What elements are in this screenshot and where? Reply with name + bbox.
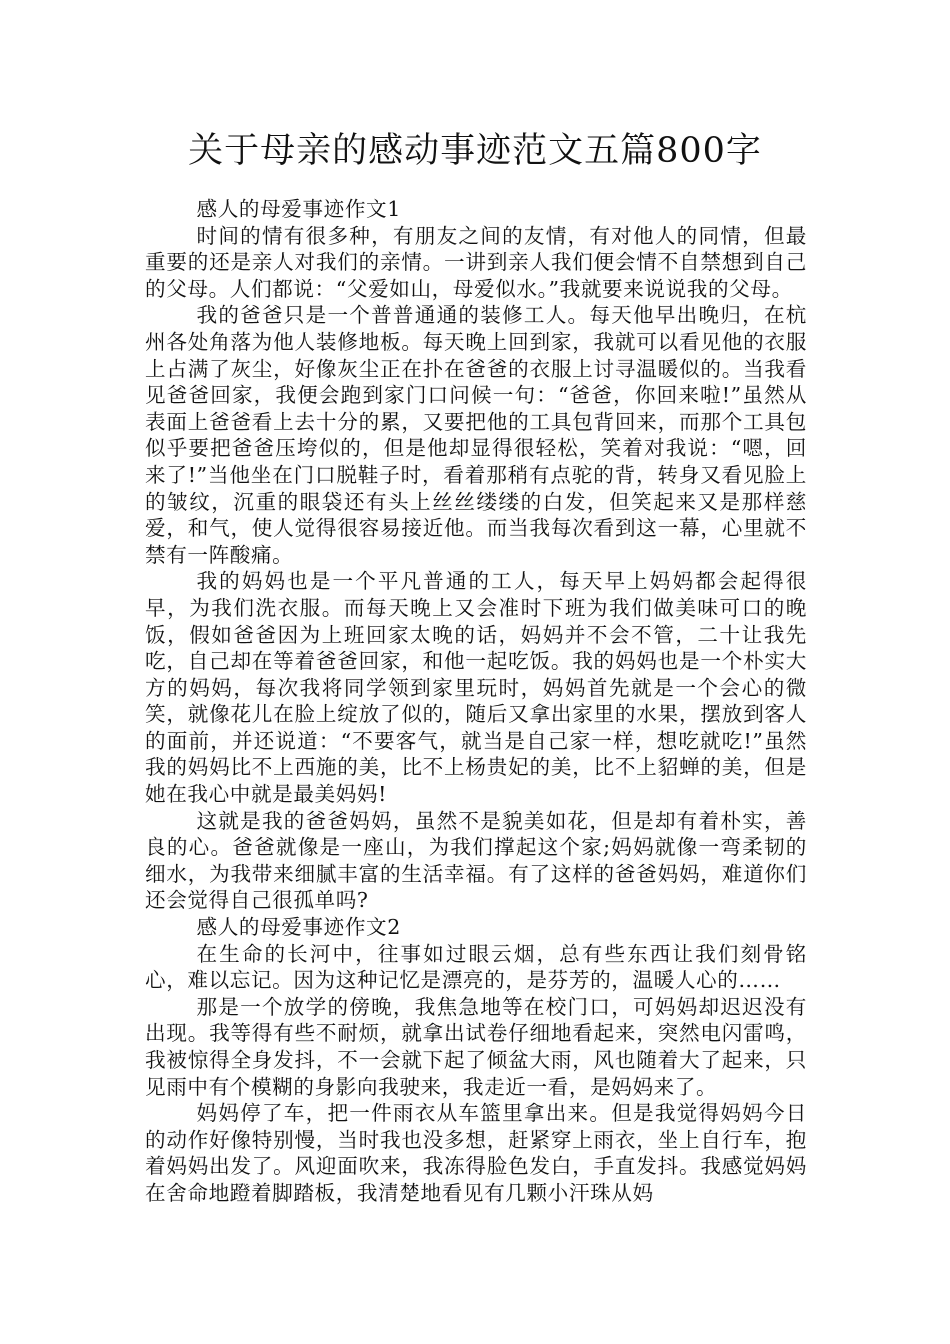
paragraph: 时间的情有很多种，有朋友之间的友情，有对他人的同情，但最重要的还是亲人对我们的亲情。一讲到亲人我们便会情不自禁想到自己的父母。人们都说：“父爱如山，母爱似水。”我就要来说说我的父母。 [145,223,807,301]
paragraph: 我的爸爸只是一个普普通通的装修工人。每天他早出晚归，在杭州各处角落为他人装修地板。每天晚上回到家，我就可以看见他的衣服上占满了灰尘，好像灰尘正在扑在爸爸的衣服上讨寻温暖似的。当我看见爸爸回家，我便会跑到家门口问候一句：“爸爸，你回来啦!”虽然从表面上爸爸看上去十分的累，又要把他的工具包背回来，而那个工具包似乎要把爸爸压垮似的，但是他却显得很轻松，笑着对我说：“嗯，回来了!”当他坐在门口脱鞋子时，看着那稍有点驼的背，转身又看见脸上的皱纹，沉重的眼袋还有头上丝丝缕缕的白发，但笑起来又是那样慈爱，和气，使人觉得很容易接近他。而当我每次看到这一幕，心里就不禁有一阵酸痛。 [145,303,807,567]
paragraph: 那是一个放学的傍晚，我焦急地等在校门口，可妈妈却迟迟没有出现。我等得有些不耐烦，就拿出试卷仔细地看起来，突然电闪雷鸣，我被惊得全身发抖，不一会就下起了倾盆大雨，风也随着大了起来，只见雨中有个模糊的身影向我驶来，我走近一看，是妈妈来了。 [145,994,807,1099]
paragraph: 这就是我的爸爸妈妈，虽然不是貌美如花，但是却有着朴实，善良的心。爸爸就像是一座山，为我们撑起这个家;妈妈就像一弯柔韧的细水，为我带来细腻丰富的生活幸福。有了这样的爸爸妈妈，难道你们还会觉得自己很孤单吗? [145,808,807,913]
document-title: 关于母亲的感动事迹范文五篇800字 [188,131,762,171]
section-heading-2: 感人的母爱事迹作文2 [196,915,401,940]
paragraph: 我的妈妈也是一个平凡普通的工人，每天早上妈妈都会起得很早，为我们洗衣服。而每天晚上又会准时下班为我们做美味可口的晚饭，假如爸爸因为上班回家太晚的话，妈妈并不会不管，二十让我先吃，自己却在等着爸爸回家，和他一起吃饭。我的妈妈也是一个朴实大方的妈妈，每次我将同学领到家里玩时，妈妈首先就是一个会心的微笑，就像花儿在脸上绽放了似的，随后又拿出家里的水果，摆放到客人的面前，并还说道：“不要客气，就当是自己家一样，想吃就吃!”虽然我的妈妈比不上西施的美，比不上杨贵妃的美，比不上貂蝉的美，但是她在我心中就是最美妈妈! [145,569,807,807]
paragraph: 在生命的长河中，往事如过眼云烟，总有些东西让我们刻骨铭心，难以忘记。因为这种记忆是漂亮的，是芬芳的，温暖人心的…… [145,941,807,993]
paragraph: 妈妈停了车，把一件雨衣从车篮里拿出来。但是我觉得妈妈今日的动作好像特别慢，当时我也没多想，赶紧穿上雨衣，坐上自行车，抱着妈妈出发了。风迎面吹来，我冻得脸色发白，手直发抖。我感觉妈妈在舍命地蹬着脚踏板，我清楚地看见有几颗小汗珠从妈 [145,1101,807,1205]
document-body [145,196,807,1207]
section-heading-1: 感人的母爱事迹作文1 [196,197,401,221]
